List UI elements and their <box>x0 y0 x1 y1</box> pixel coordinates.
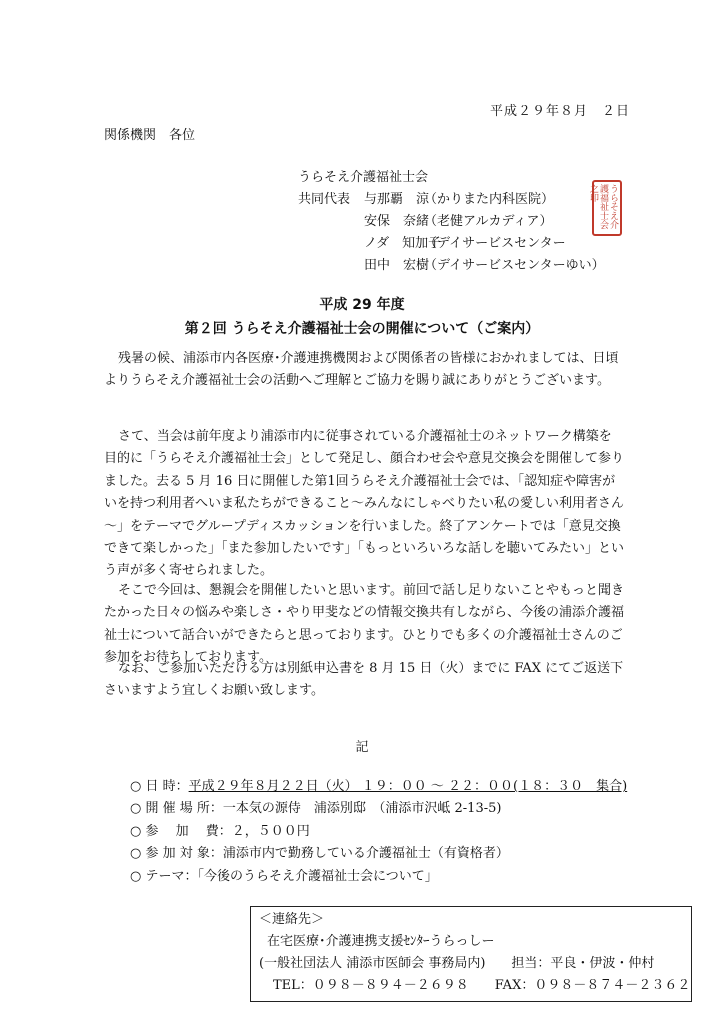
rep-affiliation: （デイサービスセンター <box>424 236 566 251</box>
detail-venue <box>130 798 627 820</box>
body-paragraph-background: さて、当会は前年度より浦添市内に従事されている介護福祉士のネットワーク構築を目的に「うらそえ介護福祉士会」として発足し、顔合わせ会や意見交換会を開催して参りました。去る 5 月 16 日に開催した第1回うらそえ介護福祉士会では、「認知症や障害がいを持つ利用者へいま私たちができること～みんなにしゃべりたい私の愛しい利用者さん～」をテーマでグループディスカッションを行いました。終了アンケートでは「意見交換できて楽しかった」「また参加したいです」「もっといろいろな話しを聴いてみたい」という声が多く寄せられました。 <box>104 429 625 579</box>
document-date: 平成２９年８月 ２日 <box>490 104 631 119</box>
contact-heading: ＜連絡先＞ <box>259 912 325 927</box>
rep-role: 共同代表 <box>298 192 351 207</box>
contact-phone-fax: TEL：０９８－８９４－２６９８ FAX：０９８－８７４－２３６２ <box>273 978 691 993</box>
representative-row <box>298 210 552 229</box>
detail-label: ○ 開 催 場 所： <box>130 801 223 817</box>
representative-row <box>298 232 566 251</box>
detail-value: 浦添市内で勤務している介護福祉士（有資格者） <box>222 846 509 862</box>
detail-datetime <box>130 776 627 798</box>
rep-name: 与那覇 涼 <box>364 192 430 207</box>
event-details <box>130 776 627 888</box>
body-paragraph-rsvp: なお、ご参加いただける方は別紙申込書を 8 月 15 日（火）までに FAX にてご返送下さいますよう宜しくお願い致します。 <box>104 661 624 699</box>
detail-target <box>130 843 627 865</box>
rep-name: 安保 奈緒 <box>364 214 430 229</box>
contact-box <box>250 906 692 1002</box>
ki-heading: 記 <box>355 740 369 755</box>
rep-affiliation: （かりまた内科医院） <box>424 192 555 207</box>
detail-fee <box>130 821 627 843</box>
detail-label: ○ 日 時： <box>130 779 189 794</box>
detail-theme <box>130 866 627 888</box>
gather-time: (１８：３０ 集合) <box>513 779 628 794</box>
rep-affiliation: （デイサービスセンターゆい） <box>424 258 605 273</box>
contact-center-name: 在宅医療･介護連携支援ｾﾝﾀｰうらっしー <box>267 934 495 949</box>
representative-row <box>298 254 605 273</box>
body-paragraph-greeting: 残暑の候、浦添市内各医療･介護連携機関および関係者の皆様におかれましては、日頃よりうらそえ介護福祉士会の活動へご理解とご協力を賜り誠にありがとうございます。 <box>104 351 619 389</box>
detail-value: 一本気の源侍 浦添別邸 （浦添市沢岻 2-13-5) <box>222 801 502 817</box>
representative-row <box>298 188 554 207</box>
rep-affiliation: （老健アルカディア） <box>424 214 553 229</box>
page-title: 第２回 うらそえ介護福祉士会の開催について（ご案内） <box>184 321 540 337</box>
detail-value: 平成２９年８月２２日（火） １９：００ ～ ２２：００ <box>188 779 514 794</box>
detail-value: 「今後のうらそえ介護福祉士会について」 <box>197 868 438 884</box>
contact-office: (一般社団法人 浦添市医師会 事務局内) 担当：平良・伊波・仲村 <box>259 956 655 971</box>
body-paragraph-event: そこで今回は、懇親会を開催したいと思います。前回で話し足りないことやもっと聞きたかった日々の悩みや楽しさ・やり甲斐などの情報交換共有しながら、今後の浦添介護福祉士について話合いができたらと思っております。ひとりでも多くの介護福祉士さんのご参加をお待ちしております。 <box>104 583 625 666</box>
detail-label: ○ テーマ： <box>130 868 198 884</box>
recipient: 関係機関 各位 <box>104 128 196 143</box>
organization-seal-stamp: うらそえ介護福祉士会之印 <box>592 180 622 236</box>
rep-name: ノダ 知加子 <box>364 236 442 251</box>
rep-name: 田中 宏樹 <box>364 258 430 273</box>
title-year: 平成 29 年度 <box>319 297 405 313</box>
organization-name: うらそえ介護福祉士会 <box>298 170 429 185</box>
detail-label: ○ 参 加 費： <box>130 823 232 839</box>
detail-value: ２，５００円 <box>231 823 310 839</box>
detail-label: ○ 参 加 対 象： <box>130 846 223 862</box>
